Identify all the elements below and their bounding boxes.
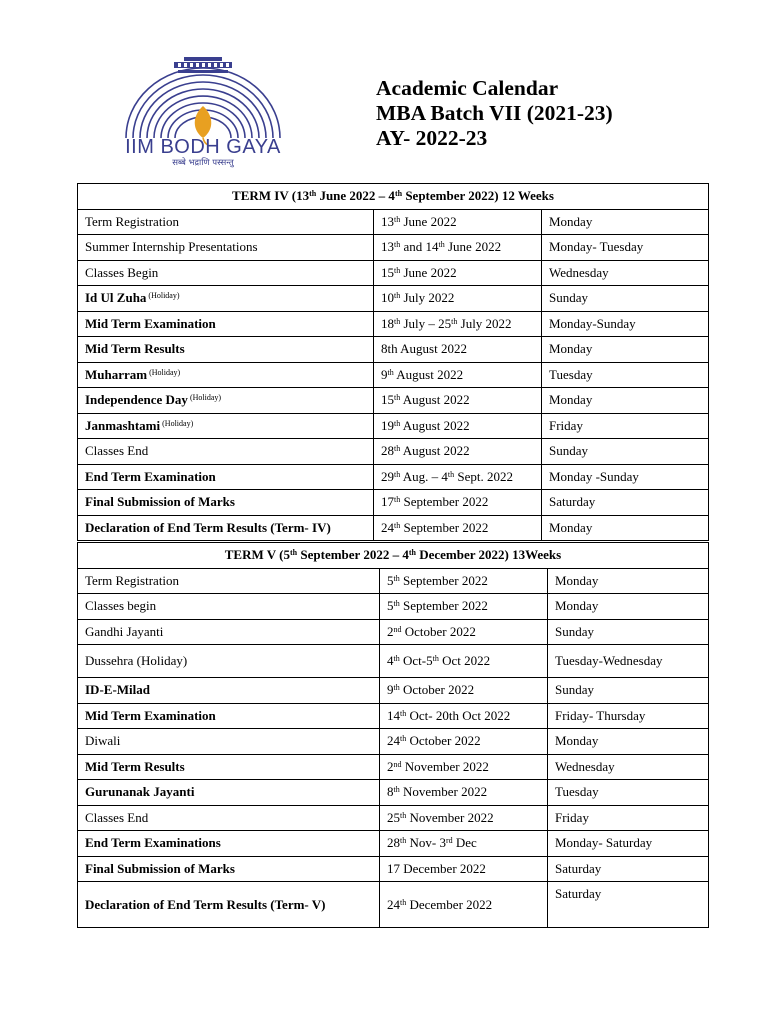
term-v-table (77, 542, 709, 928)
text-fragment: November 2022 (401, 758, 489, 774)
text-fragment: September 2022 (400, 494, 489, 510)
text-fragment: September 2022 – 4 (297, 547, 409, 563)
ordinal-suffix: th (387, 367, 394, 377)
text-fragment: End Term Examination (85, 468, 216, 484)
calendar-row (78, 678, 709, 704)
calendar-row (78, 337, 709, 363)
text-fragment: Mid Term Results (85, 341, 185, 357)
day-cell: Monday- Saturday (548, 831, 709, 857)
text-fragment: October 2022 (399, 682, 475, 698)
text-fragment: 4 (387, 653, 394, 668)
text-fragment: Mid Term Results (85, 758, 185, 774)
text-fragment: 5 (387, 598, 394, 614)
heading-line-2: MBA Batch VII (2021-23) (376, 101, 613, 125)
ordinal-suffix: (Holiday) (187, 393, 222, 403)
date-cell (374, 490, 542, 516)
date-cell (380, 594, 548, 620)
text-fragment: 10 (381, 290, 394, 306)
text-fragment: September 2022 (399, 572, 488, 588)
event-cell (78, 337, 374, 363)
term-iv-table (77, 183, 709, 541)
term-title-row (78, 184, 709, 210)
text-fragment: October 2022 (401, 623, 476, 639)
text-fragment: 28 (387, 835, 400, 851)
text-fragment: Aug. – 4 (400, 468, 448, 484)
text-fragment: Mid Term Examination (85, 707, 216, 723)
ordinal-suffix: th (447, 469, 455, 479)
ordinal-suffix: th (400, 734, 407, 744)
date-cell (374, 464, 542, 490)
date-cell (380, 568, 548, 594)
event-cell (78, 515, 374, 541)
calendar-row (78, 805, 709, 831)
text-fragment: 13 (381, 213, 394, 229)
ordinal-suffix: th (394, 291, 401, 301)
text-fragment: 25 (387, 809, 400, 825)
day-cell: Tuesday (542, 362, 709, 388)
event-cell (78, 235, 374, 261)
event-cell (78, 754, 380, 780)
ordinal-suffix: th (400, 897, 407, 907)
ordinal-suffix: th (400, 810, 407, 820)
svg-text:सब्बे भद्राणि पस्सन्तु: सब्बे भद्राणि पस्सन्तु (172, 158, 234, 168)
ordinal-suffix: th (394, 469, 401, 479)
date-cell (380, 729, 548, 755)
date-cell (374, 260, 542, 286)
text-fragment: Id Ul Zuha (85, 290, 147, 306)
text-fragment: Sept. 2022 (454, 468, 514, 484)
event-cell (78, 805, 380, 831)
day-cell: Sunday (542, 439, 709, 465)
text-fragment: August 2022 (393, 366, 464, 382)
day-cell: Friday (542, 413, 709, 439)
day-cell: Monday (542, 209, 709, 235)
ordinal-suffix: th (394, 265, 401, 275)
ordinal-suffix: th (393, 599, 400, 609)
text-fragment: July 2022 (400, 290, 455, 306)
text-fragment: End Term Examinations (85, 835, 221, 851)
ordinal-suffix: (Holiday) (146, 291, 180, 301)
event-cell (78, 388, 374, 414)
calendar-row (78, 882, 709, 928)
text-fragment: Muharram (85, 366, 148, 382)
text-fragment: 24 (387, 733, 400, 749)
text-fragment: Oct- 20th Oct 2022 (406, 707, 511, 723)
event-cell (78, 678, 380, 704)
text-fragment: Gurunanak Jayanti (85, 784, 195, 800)
heading-line-3: AY- 2022-23 (376, 126, 488, 150)
day-cell: Monday-Sunday (542, 311, 709, 337)
day-cell: Monday- Tuesday (542, 235, 709, 261)
event-cell (78, 831, 380, 857)
event-cell (78, 260, 374, 286)
event-cell (78, 413, 374, 439)
ordinal-suffix: th (394, 214, 401, 224)
event-cell (78, 490, 374, 516)
term-title (78, 184, 709, 210)
text-fragment: Diwali (85, 733, 121, 749)
day-cell: Friday (548, 805, 709, 831)
text-fragment: 19 (381, 417, 394, 433)
day-cell: Monday (548, 729, 709, 755)
date-cell (374, 388, 542, 414)
text-fragment: June 2022 (400, 264, 457, 280)
text-fragment: November 2022 (399, 784, 488, 800)
text-fragment: 15 (381, 392, 394, 408)
day-cell: Wednesday (542, 260, 709, 286)
day-cell: Saturday (548, 856, 709, 882)
text-fragment: November 2022 (406, 809, 494, 825)
calendar-row (78, 703, 709, 729)
text-fragment: Summer Internship Presentations (85, 239, 258, 255)
ordinal-suffix: th (393, 654, 400, 663)
text-fragment: Janmashtami (85, 417, 161, 433)
text-fragment: TERM V (5 (224, 547, 291, 563)
text-fragment: Declaration of End Term Results (Term- IV) (85, 519, 331, 535)
event-cell (78, 209, 374, 235)
text-fragment: 8th August 2022 (381, 341, 467, 357)
ordinal-suffix: th (394, 495, 401, 505)
event-cell (78, 568, 380, 594)
calendar-row (78, 413, 709, 439)
text-fragment: Oct-5 (399, 653, 433, 668)
ordinal-suffix: th (400, 708, 407, 718)
calendar-row (78, 568, 709, 594)
text-fragment: 13 (381, 239, 394, 255)
event-cell (78, 645, 380, 678)
ordinal-suffix: nd (393, 759, 402, 769)
text-fragment: 8 (387, 784, 394, 800)
day-cell: Wednesday (548, 754, 709, 780)
ordinal-suffix: th (394, 520, 401, 530)
ordinal-suffix: nd (393, 624, 402, 634)
text-fragment: Dussehra (Holiday) (85, 653, 188, 668)
calendar-row (78, 754, 709, 780)
ordinal-suffix: th (408, 548, 416, 558)
calendar-row (78, 729, 709, 755)
ordinal-suffix: th (393, 785, 400, 795)
calendar-row (78, 619, 709, 645)
svg-text:IIM BODH GAYA: IIM BODH GAYA (125, 136, 281, 158)
ordinal-suffix: th (394, 393, 401, 403)
text-fragment: Final Submission of Marks (85, 860, 235, 876)
calendar-row (78, 831, 709, 857)
day-cell: Saturday (548, 882, 709, 928)
date-cell (380, 703, 548, 729)
calendar-row (78, 388, 709, 414)
event-cell (78, 464, 374, 490)
day-cell: Friday- Thursday (548, 703, 709, 729)
text-fragment: 2 (387, 623, 394, 639)
calendar-row (78, 260, 709, 286)
ordinal-suffix: (Holiday) (147, 367, 181, 377)
text-fragment: TERM IV (13 (232, 188, 310, 204)
ordinal-suffix: (Holiday) (160, 418, 194, 428)
date-cell (374, 286, 542, 312)
day-cell: Tuesday-Wednesday (548, 645, 709, 678)
text-fragment: October 2022 (406, 733, 481, 749)
calendar-row (78, 645, 709, 678)
calendar-row (78, 311, 709, 337)
calendar-row (78, 594, 709, 620)
text-fragment: Classes begin (85, 598, 157, 614)
text-fragment: Declaration of End Term Results (Term- V) (85, 896, 326, 912)
day-cell: Monday (548, 568, 709, 594)
text-fragment: Term Registration (85, 213, 180, 229)
calendar-row (78, 286, 709, 312)
day-cell: Sunday (542, 286, 709, 312)
text-fragment: July – 25 (400, 315, 452, 331)
text-fragment: August 2022 (400, 443, 470, 459)
text-fragment: June 2022 (400, 213, 457, 229)
ordinal-suffix: rd (445, 836, 453, 846)
text-fragment: September 2022) 12 Weeks (402, 188, 554, 204)
text-fragment: Gandhi Jayanti (85, 623, 164, 639)
text-fragment: 2 (387, 758, 394, 774)
date-cell (380, 619, 548, 645)
event-cell (78, 619, 380, 645)
date-cell (380, 754, 548, 780)
date-cell (380, 805, 548, 831)
text-fragment: August 2022 (400, 417, 470, 433)
ordinal-suffix: th (394, 240, 401, 250)
calendar-row (78, 439, 709, 465)
text-fragment: 14 (387, 707, 400, 723)
day-cell: Tuesday (548, 780, 709, 806)
text-fragment: September 2022 (400, 519, 489, 535)
text-fragment: 9 (387, 682, 394, 698)
text-fragment: 24 (381, 519, 394, 535)
date-cell (374, 311, 542, 337)
day-cell: Sunday (548, 619, 709, 645)
day-cell: Monday (542, 337, 709, 363)
text-fragment: Classes End (85, 443, 149, 459)
date-cell (380, 678, 548, 704)
text-fragment: 9 (381, 366, 388, 382)
event-cell (78, 729, 380, 755)
text-fragment: and 14 (400, 239, 439, 255)
date-cell (380, 856, 548, 882)
day-cell: Monday (542, 515, 709, 541)
event-cell (78, 286, 374, 312)
text-fragment: August 2022 (400, 392, 470, 408)
date-cell (374, 362, 542, 388)
text-fragment: Classes End (85, 809, 149, 825)
event-cell (78, 594, 380, 620)
ordinal-suffix: th (394, 444, 401, 454)
date-cell (380, 780, 548, 806)
iim-bodh-gaya-logo (112, 56, 294, 168)
event-cell (78, 882, 380, 928)
text-fragment: 18 (381, 315, 394, 331)
text-fragment: 29 (381, 468, 394, 484)
ordinal-suffix: th (393, 683, 400, 693)
text-fragment: 17 (381, 494, 394, 510)
text-fragment: Term Registration (85, 572, 180, 588)
ordinal-suffix: th (438, 240, 445, 250)
term-title (78, 543, 709, 569)
term-title-row (78, 543, 709, 569)
text-fragment: Final Submission of Marks (85, 494, 235, 510)
text-fragment: 24 (387, 896, 400, 912)
event-cell (78, 780, 380, 806)
text-fragment: 17 December 2022 (387, 860, 486, 876)
text-fragment: 5 (387, 572, 394, 588)
calendar-row (78, 464, 709, 490)
calendar-row (78, 515, 709, 541)
date-cell (380, 831, 548, 857)
date-cell (374, 439, 542, 465)
calendar-row (78, 209, 709, 235)
text-fragment: Nov- 3 (406, 835, 446, 851)
heading-line-1: Academic Calendar (376, 76, 559, 100)
day-cell: Monday -Sunday (542, 464, 709, 490)
date-cell (374, 209, 542, 235)
text-fragment: December 2022 (406, 896, 493, 912)
calendar-row (78, 490, 709, 516)
calendar-row (78, 856, 709, 882)
event-cell (78, 362, 374, 388)
date-cell (374, 413, 542, 439)
ordinal-suffix: th (394, 418, 401, 428)
calendar-row (78, 362, 709, 388)
text-fragment: December 2022) 13Weeks (415, 547, 562, 563)
text-fragment: June 2022 (444, 239, 502, 255)
date-cell (374, 337, 542, 363)
event-cell (78, 311, 374, 337)
document-heading (376, 76, 613, 151)
text-fragment: June 2022 – 4 (316, 188, 395, 204)
text-fragment: ID-E-Milad (85, 682, 150, 698)
calendar-row (78, 780, 709, 806)
text-fragment: July 2022 (457, 315, 512, 331)
text-fragment: Independence Day (85, 392, 188, 408)
text-fragment: Oct 2022 (438, 653, 491, 668)
ordinal-suffix: th (290, 548, 298, 558)
event-cell (78, 703, 380, 729)
ordinal-suffix: th (400, 836, 407, 846)
text-fragment: Classes Begin (85, 264, 159, 280)
day-cell: Monday (542, 388, 709, 414)
date-cell (380, 882, 548, 928)
date-cell (374, 235, 542, 261)
day-cell: Sunday (548, 678, 709, 704)
date-cell (374, 515, 542, 541)
event-cell (78, 439, 374, 465)
day-cell: Saturday (542, 490, 709, 516)
calendar-row (78, 235, 709, 261)
text-fragment: Dec (452, 835, 477, 851)
ordinal-suffix: th (451, 316, 458, 326)
text-fragment: 28 (381, 443, 394, 459)
ordinal-suffix: th (394, 316, 401, 326)
text-fragment: Mid Term Examination (85, 315, 216, 331)
text-fragment: 15 (381, 264, 394, 280)
ordinal-suffix: th (394, 189, 403, 199)
ordinal-suffix: th (432, 654, 439, 663)
day-cell: Monday (548, 594, 709, 620)
date-cell (380, 645, 548, 678)
ordinal-suffix: th (393, 573, 400, 583)
ordinal-suffix: th (309, 189, 317, 199)
text-fragment: September 2022 (399, 598, 488, 614)
event-cell (78, 856, 380, 882)
